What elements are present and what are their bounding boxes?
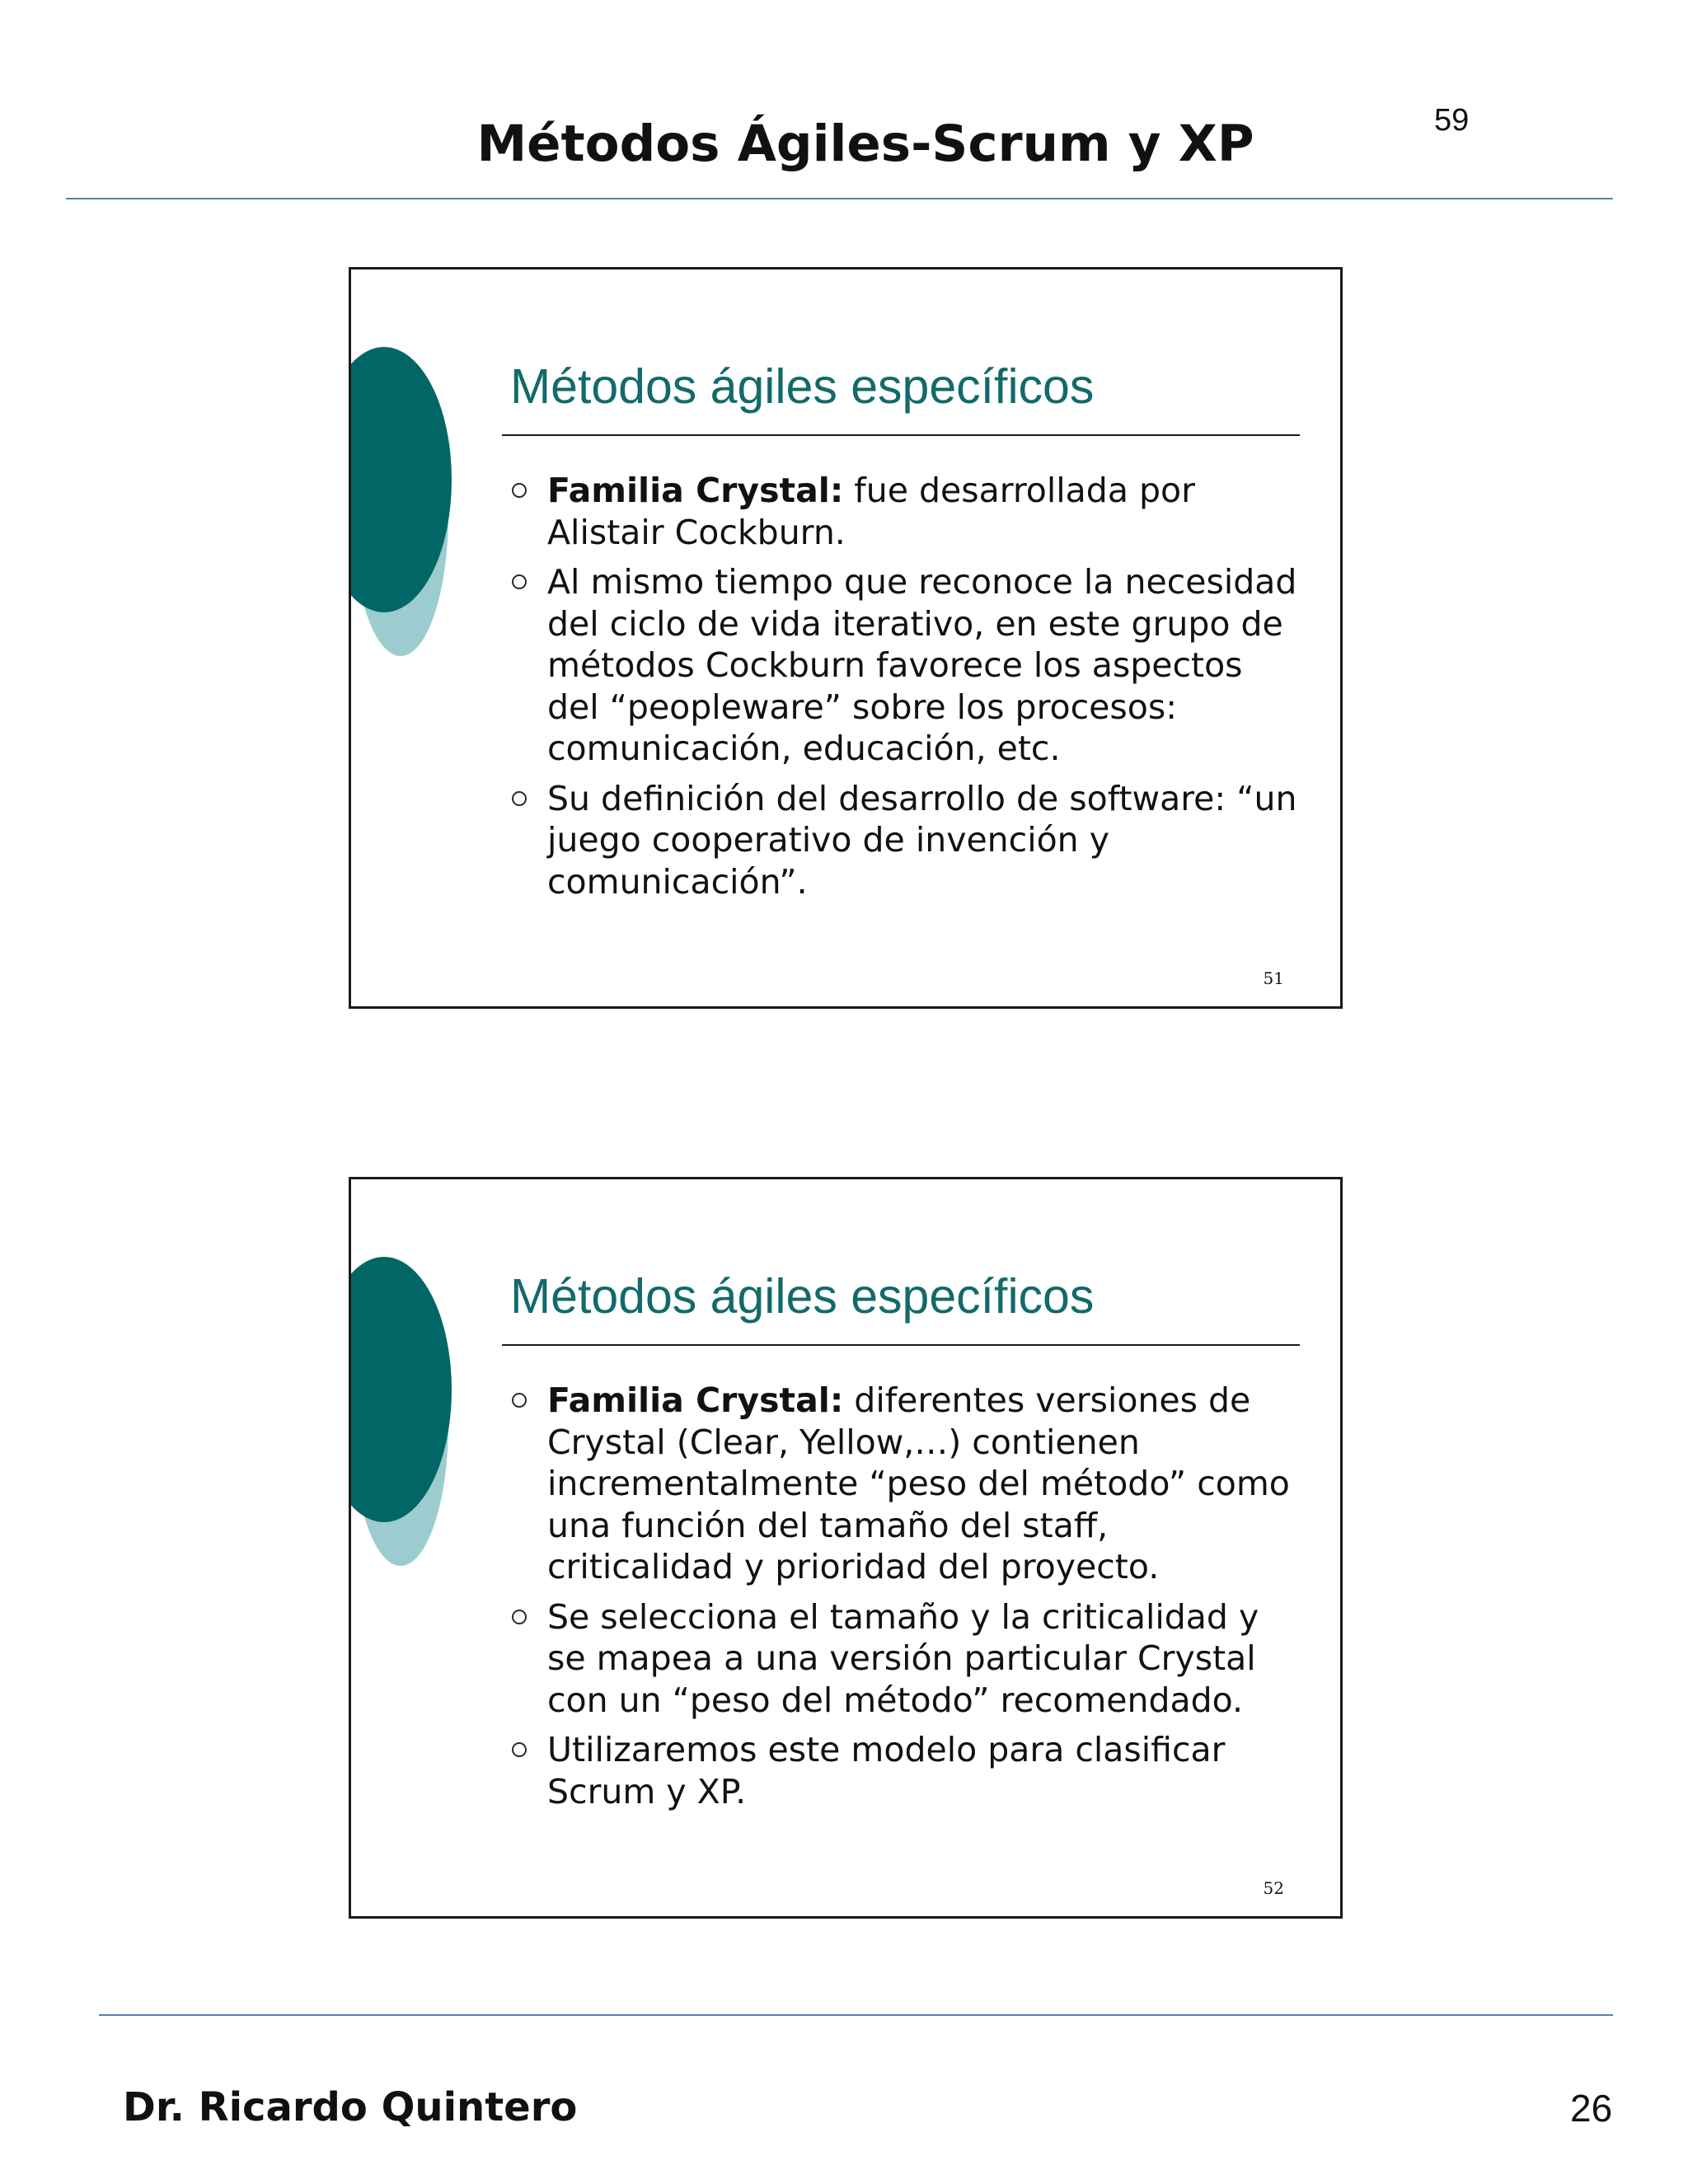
slide-title: Métodos ágiles específicos: [510, 1269, 1095, 1324]
bullet-bold-text: Familia Crystal:: [547, 1380, 844, 1420]
bullet-text: Su definición del desarrollo de software: “un juego cooperativo de invención y comunicación”.: [547, 778, 1297, 902]
circle-bullet-icon: [512, 1742, 527, 1757]
bullet-item: [510, 1380, 1301, 1588]
bullet-item: [510, 1729, 1301, 1812]
slide-decoration-icon: [351, 269, 516, 682]
bullet-item: [510, 561, 1301, 770]
circle-bullet-icon: [512, 1393, 527, 1408]
footer-page-number: 26: [1570, 2087, 1613, 2130]
slide-title-divider: [502, 1344, 1300, 1346]
footer-divider: [99, 2014, 1613, 2016]
bullet-text: fue desarrollada por Alistair Cockburn.: [547, 471, 1195, 552]
footer-author: Dr. Ricardo Quintero: [123, 2084, 578, 2130]
circle-bullet-icon: [512, 1610, 527, 1624]
slide-title: Métodos ágiles específicos: [510, 359, 1095, 414]
bullet-text: Utilizaremos este modelo para clasificar Scrum y XP.: [547, 1730, 1226, 1811]
slide-51: [349, 267, 1343, 1009]
bullet-item: [510, 470, 1301, 553]
bullet-item: [510, 778, 1301, 903]
page-number-top: 59: [1434, 103, 1470, 138]
slide-title-divider: [502, 434, 1300, 436]
circle-bullet-icon: [512, 574, 527, 589]
circle-bullet-icon: [512, 791, 527, 806]
slide-number: 51: [1263, 968, 1284, 988]
slide-number: 52: [1263, 1878, 1284, 1898]
bullet-list: [510, 1380, 1301, 1821]
bullet-text: Se selecciona el tamaño y la criticalidad y se mapea a una versión particular Crystal con un “peso del método” recomendado.: [547, 1596, 1259, 1720]
page-title: Métodos Ágiles-Scrum y XP: [476, 115, 1254, 173]
circle-bullet-icon: [512, 483, 527, 498]
slide-decoration-icon: [351, 1179, 516, 1591]
header-divider: [66, 198, 1613, 199]
bullet-list: [510, 470, 1301, 911]
bullet-text: Al mismo tiempo que reconoce la necesidad del ciclo de vida iterativo, en este grupo de métodos Cockburn favorece los aspectos del “peopleware” sobre los procesos: comunicación, educación, etc.: [547, 562, 1297, 768]
slide-52: [349, 1177, 1343, 1919]
bullet-text: diferentes versiones de Crystal (Clear, Yellow,…) contienen incrementalmente “peso del método” como una función del tamaño del staff, criticalidad y prioridad del proyecto.: [547, 1380, 1290, 1586]
bullet-bold-text: Familia Crystal:: [547, 471, 844, 510]
bullet-item: [510, 1596, 1301, 1722]
